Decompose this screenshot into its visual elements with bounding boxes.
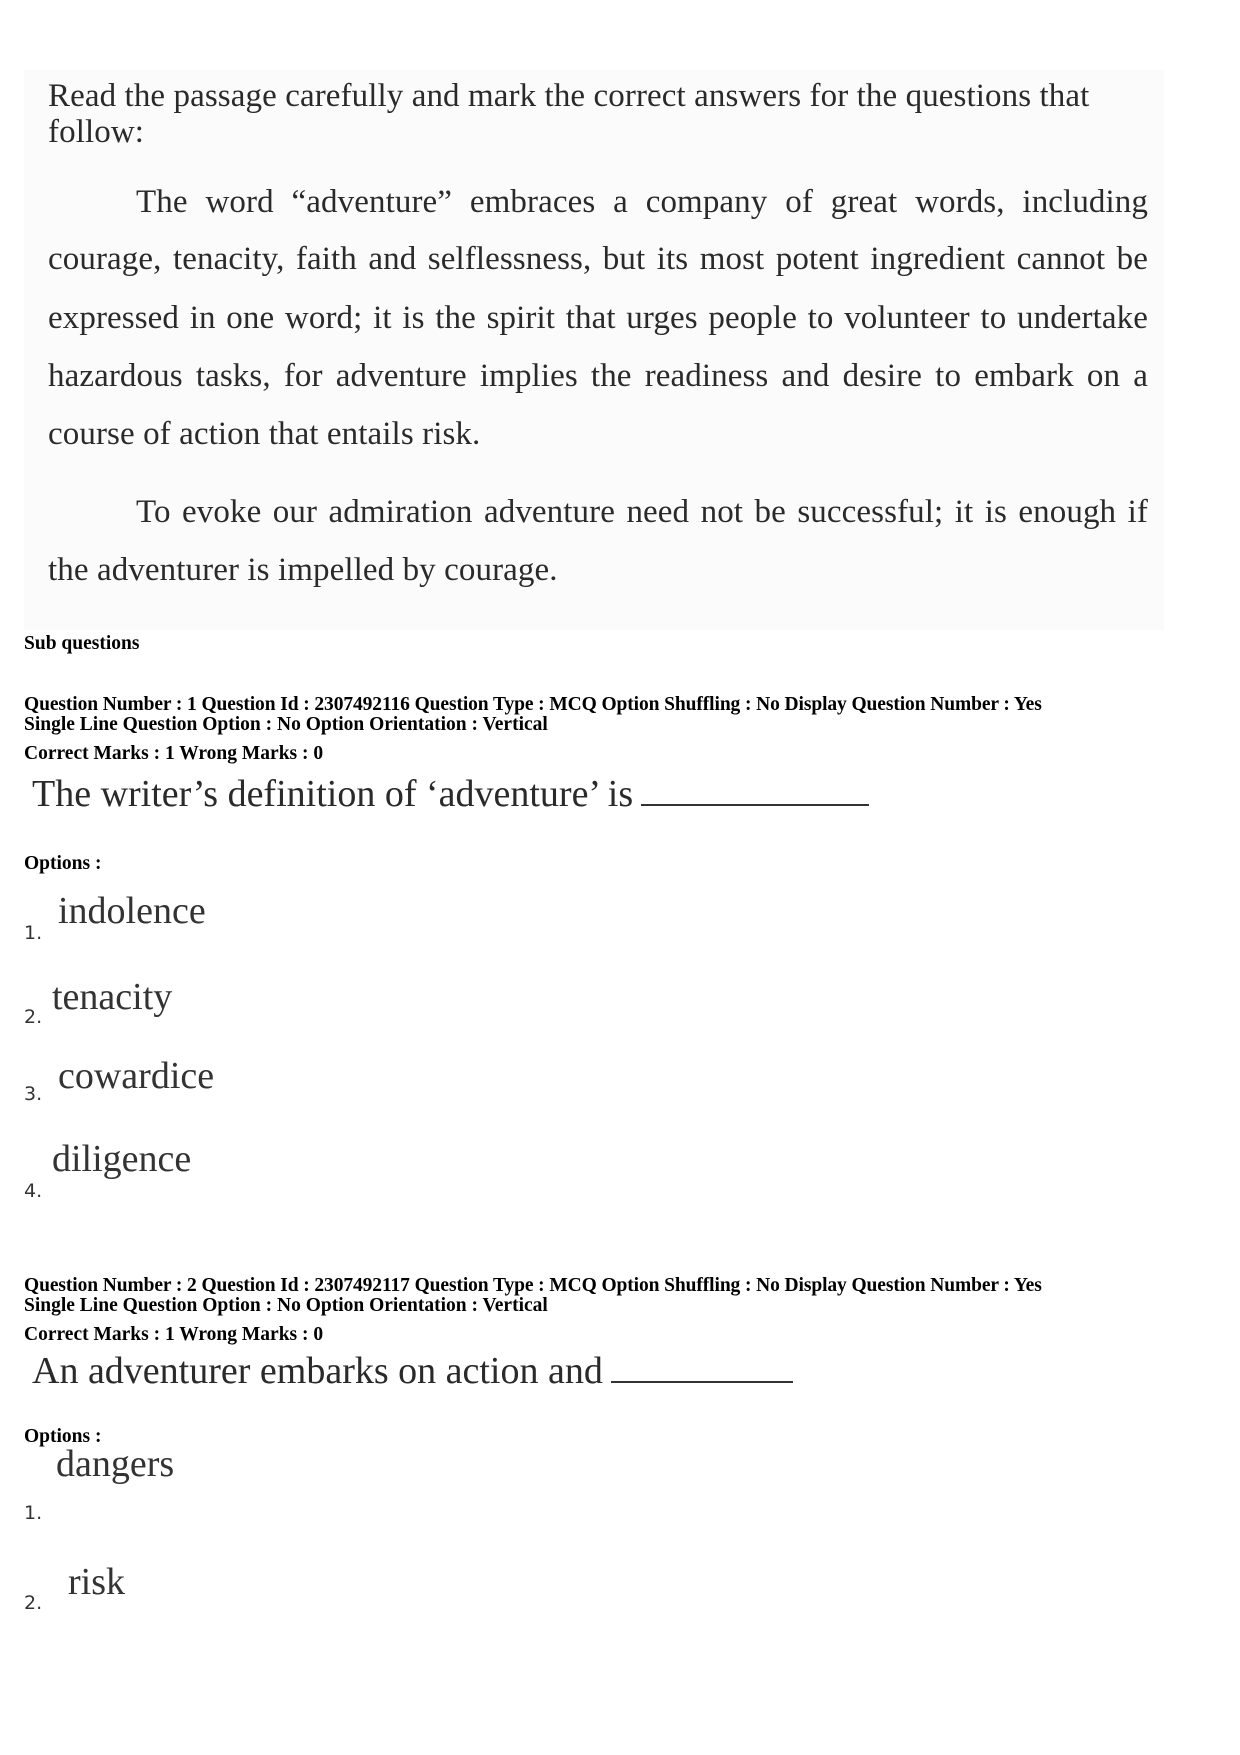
question-meta-line: Question Number : 2 Question Id : 2307492117 Question Type : MCQ Option Shuffling : No Display Question Number : Yes [24, 1275, 1042, 1296]
sub-questions-heading: Sub questions [24, 633, 140, 654]
option-number: 3. [24, 1083, 43, 1105]
passage-paragraph-line: expressed in one word; it is the spirit that urges people to volunteer to undertake [48, 300, 1148, 336]
answer-blank [641, 774, 869, 806]
question-text [32, 772, 869, 816]
question-meta-line: Question Number : 1 Question Id : 2307492116 Question Type : MCQ Option Shuffling : No Display Question Number : Yes [24, 694, 1042, 715]
option-number: 2. [24, 1592, 43, 1614]
passage-instruction-line: follow: [48, 114, 145, 150]
options-label: Options : [24, 1426, 102, 1447]
option-text[interactable]: indolence [58, 890, 206, 932]
question-marks: Correct Marks : 1 Wrong Marks : 0 [24, 1324, 324, 1345]
question-text-content: The writer’s definition of ‘adventure’ is [32, 773, 634, 815]
option-text[interactable]: diligence [52, 1138, 192, 1180]
option-text[interactable]: dangers [56, 1443, 175, 1485]
question-meta-line: Single Line Question Option : No Option Orientation : Vertical [24, 714, 548, 735]
question-text [32, 1349, 793, 1393]
passage-paragraph-line: hazardous tasks, for adventure implies the readiness and desire to embark on a [48, 358, 1148, 394]
answer-blank [611, 1351, 793, 1383]
option-number: 1. [24, 922, 43, 944]
question-meta-line: Single Line Question Option : No Option Orientation : Vertical [24, 1295, 548, 1316]
option-text[interactable]: tenacity [52, 976, 173, 1018]
option-number: 1. [24, 1502, 43, 1524]
passage-paragraph-line: The word “adventure” embraces a company of great words, including [136, 184, 1148, 220]
passage-paragraph-line: courage, tenacity, faith and selflessness, but its most potent ingredient cannot be [48, 241, 1148, 277]
option-number: 2. [24, 1006, 43, 1028]
passage-paragraph-line: course of action that entails risk. [48, 416, 481, 452]
option-number: 4. [24, 1180, 43, 1202]
passage-image [24, 70, 1164, 630]
option-text[interactable]: cowardice [58, 1055, 215, 1097]
question-text-content: An adventurer embarks on action and [32, 1350, 603, 1392]
question-marks: Correct Marks : 1 Wrong Marks : 0 [24, 743, 324, 764]
passage-instruction-line: Read the passage carefully and mark the correct answers for the questions that [48, 78, 1090, 114]
option-text[interactable]: risk [68, 1561, 125, 1603]
passage-paragraph-line: the adventurer is impelled by courage. [48, 552, 558, 588]
passage-paragraph-line: To evoke our admiration adventure need not be successful; it is enough if [136, 494, 1148, 530]
options-label: Options : [24, 853, 102, 874]
